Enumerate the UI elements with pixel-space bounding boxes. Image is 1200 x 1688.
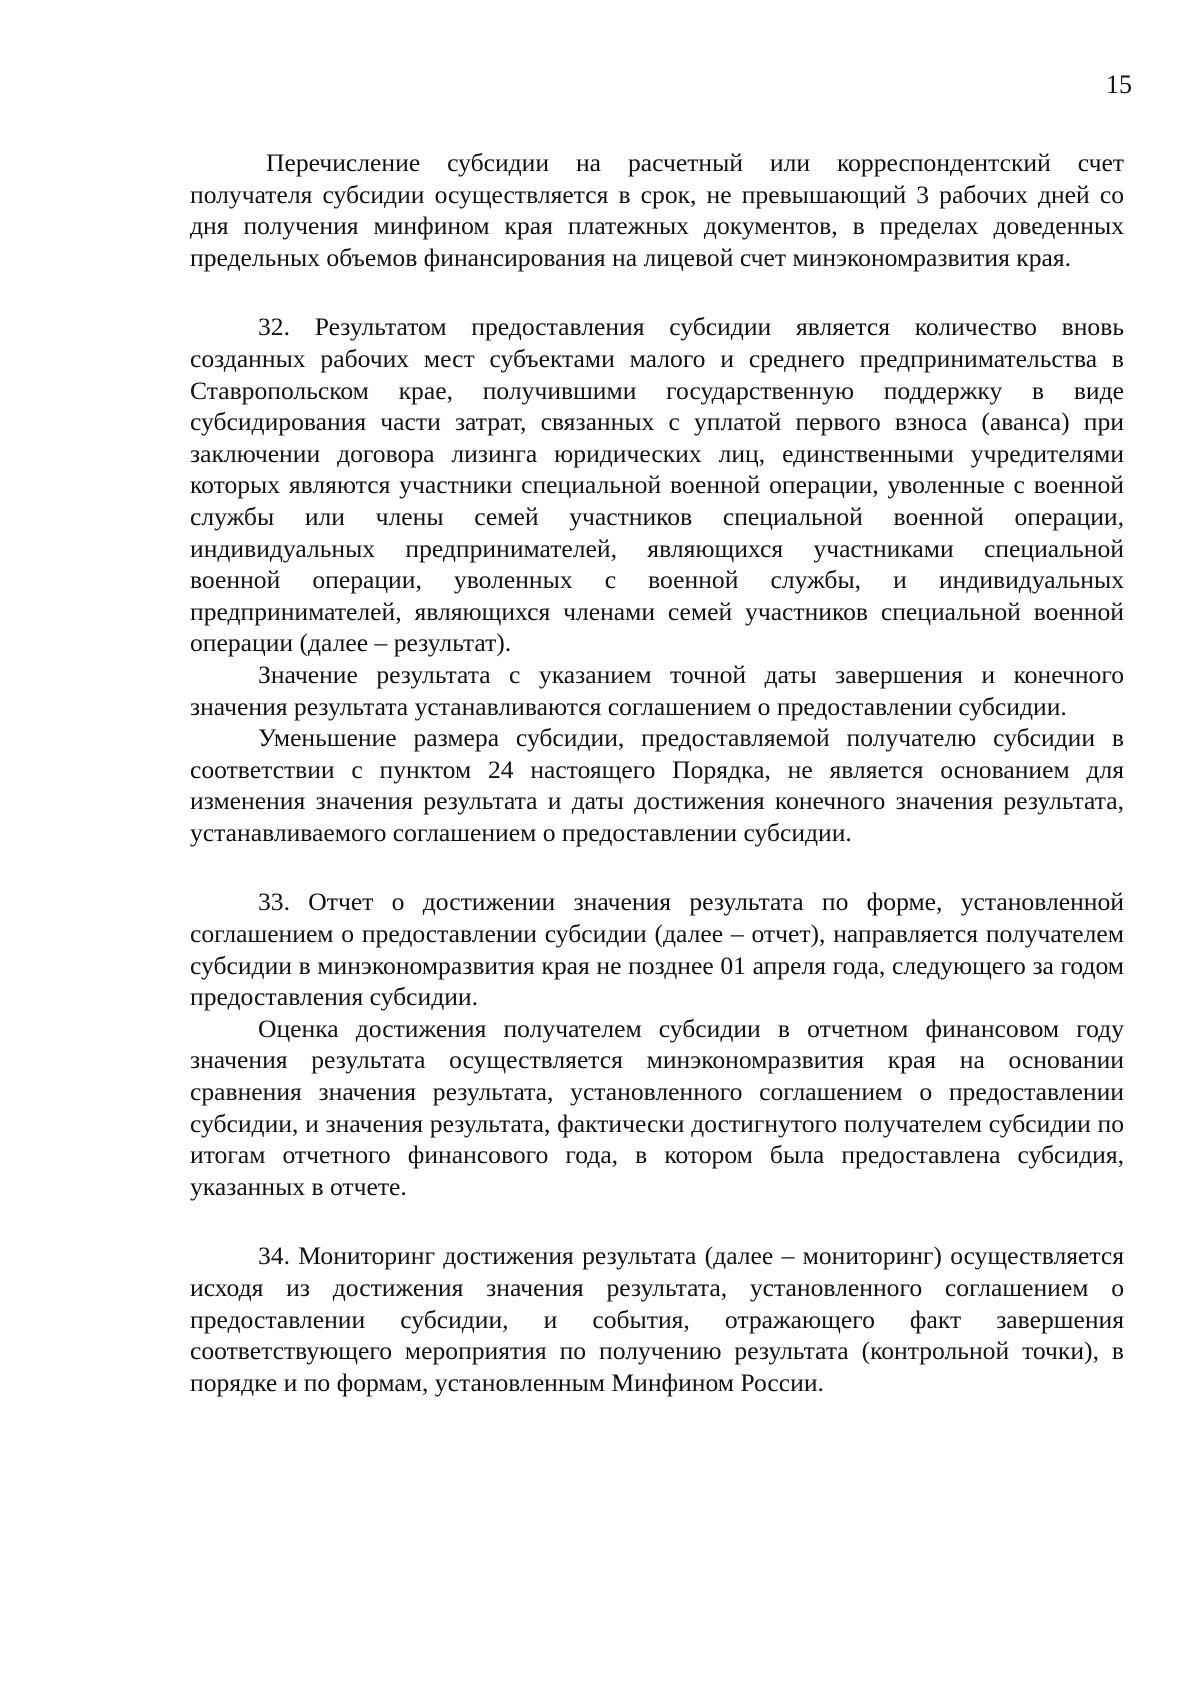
paragraph-33-assessment: Оценка достижения получателем субсидии в отчетном финансовом году значения результата осуществляется минэкономразвития края на основании сравнения значения результата, установленного соглашением о предоставлении субсидии, и значения результата, фактически достигнутого получателем субсидии по итогам отчетного финансового года, в котором была предоставлена субсидия, указанных в отчете. <box>190 1013 1124 1201</box>
paragraph-32-result: 32. Результатом предоставления субсидии является количество вновь созданных рабочих мест субъектами малого и среднего предпринимательства в Ставропольском крае, получившими государственную поддержку в виде субсидирования части затрат, связанных с уплатой первого взноса (аванса) при заключении договора лизинга юридических лиц, единственными учредителями которых являются участники специальной военной операции, уволенные с военной службы или члены семей участников специальной военной операции, индивидуальных предпринимателей, являющихся участниками специальной военной операции, уволенных с военной службы, и индивидуальных предпринимателей, являющихся членами семей участников специальной военной операции (далее – результат). <box>190 312 1124 658</box>
paragraph-34-monitoring: 34. Мониторинг достижения результата (далее – мониторинг) осуществляется исходя из достижения значения результата, установленного соглашением о предоставлении субсидии, и события, отражающего факт завершения соответствующего мероприятия по получению результата (контрольной точки), в порядке и по формам, установленным Минфином России. <box>190 1241 1124 1397</box>
paragraph-32-result-value: Значение результата с указанием точной даты завершения и конечного значения результата устанавливаются соглашением о предоставлении субсидии. <box>190 659 1124 721</box>
paragraph-32-subsidy-reduction: Уменьшение размера субсидии, предоставляемой получателю субсидии в соответствии с пунктом 24 настоящего Порядка, не является основанием для изменения значения результата и даты достижения конечного значения результата, устанавливаемого соглашением о предоставлении субсидии. <box>190 723 1124 847</box>
paragraph-33-report: 33. Отчет о достижении значения результата по форме, установленной соглашением о предоставлении субсидии (далее – отчет), направляется получателем субсидии в минэкономразвития края не позднее 01 апреля года, следующего за годом предоставления субсидии. <box>190 887 1124 1012</box>
document-body <box>190 147 1124 1398</box>
page-number: 15 <box>1106 70 1132 99</box>
paragraph-subsidy-transfer: Перечисление субсидии на расчетный или корреспондентский счет получателя субсидии осуществляется в срок, не превышающий 3 рабочих дней со дня получения минфином края платежных документов, в пределах доведенных предельных объемов финансирования на лицевой счет минэкономразвития края. <box>190 148 1124 272</box>
